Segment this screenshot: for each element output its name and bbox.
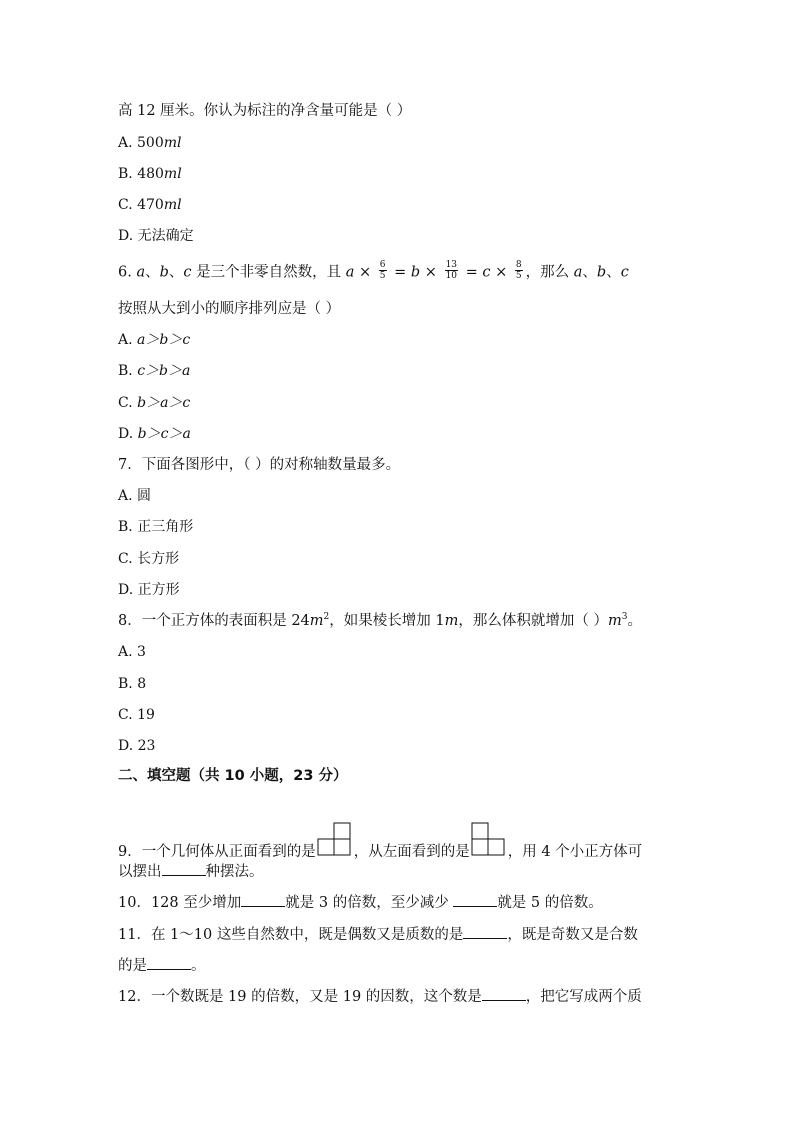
answer-blank[interactable] [147,955,191,970]
q6-option-a: A. a＞b＞c [118,332,191,348]
q7-option-d: D. 正方形 [118,582,180,598]
q5-option-b: B. 480ml [118,166,182,182]
q5-stem: 高 12 厘米。你认为标注的净含量可能是（ ） [118,103,412,119]
q6-option-d: D. b＞c＞a [118,426,191,442]
q9-line1: 9．一个几何体从正面看到的是 ，从左面看到的是 ，用 4 个小正方体可 [118,822,642,862]
q8-stem: 8．一个正方体的表面积是 $24m^2$，如果棱长增加 1m，那么体积就增加（ ）$m^3$。 [118,612,642,629]
q10-line: 10．128 至少增加 就是 3 的倍数，至少减少 就是 5 的倍数。 [118,892,603,913]
q5-option-d: D. 无法确定 [118,228,194,244]
q11-line2: 的是 。 [118,955,206,976]
q5-option-a: A. 500ml [118,135,182,151]
section-fill-in-title: 二、填空题（共 10 小题，23 分） [118,768,348,784]
q6-option-b: B. c＞b＞a [118,363,191,379]
q6-stem-line2: 按照从大到小的顺序排列应是（ ） [118,301,341,317]
fraction-8-5: $\frac{8}{5}$ [515,260,522,281]
q8-option-a: A. 3 [118,644,146,660]
q6-stem-line1: 6. a、b、c 是三个非零自然数，且 a × $\frac{6}{5}$ = b × $\frac{13}{10}$ = c × $\frac{8}{5}$ ，那么 a、b、c [118,260,629,281]
q8-option-c: C. 19 [118,707,155,723]
q8-option-b: B. 8 [118,676,147,692]
fraction-6-5: $\frac{6}{5}$ [379,260,386,281]
q7-option-c: C. 长方形 [118,551,180,567]
left-view-figure [471,822,507,862]
fraction-13-10: $\frac{13}{10}$ [445,260,458,281]
answer-blank[interactable] [453,892,497,907]
q5-option-c: C. 470ml [118,197,182,213]
answer-blank[interactable] [482,986,526,1001]
q7-stem: 7．下面各图形中，（ ）的对称轴数量最多。 [118,457,401,473]
q7-option-b: B. 正三角形 [118,519,194,535]
answer-blank[interactable] [241,892,285,907]
q9-line2: 以摆出 种摆法。 [118,861,264,882]
q11-line1: 11．在 1～10 这些自然数中，既是偶数又是质数的是 ，既是奇数又是合数 [118,924,638,945]
answer-blank[interactable] [162,861,206,876]
q6-option-c: C. b＞a＞c [118,395,191,411]
answer-blank[interactable] [463,924,507,939]
q12-line1: 12．一个数既是 19 的倍数，又是 19 的因数，这个数是 ，把它写成两个质 [118,986,642,1007]
front-view-figure [317,822,353,862]
q7-option-a: A. 圆 [118,488,152,504]
q8-option-d: D. 23 [118,738,156,754]
